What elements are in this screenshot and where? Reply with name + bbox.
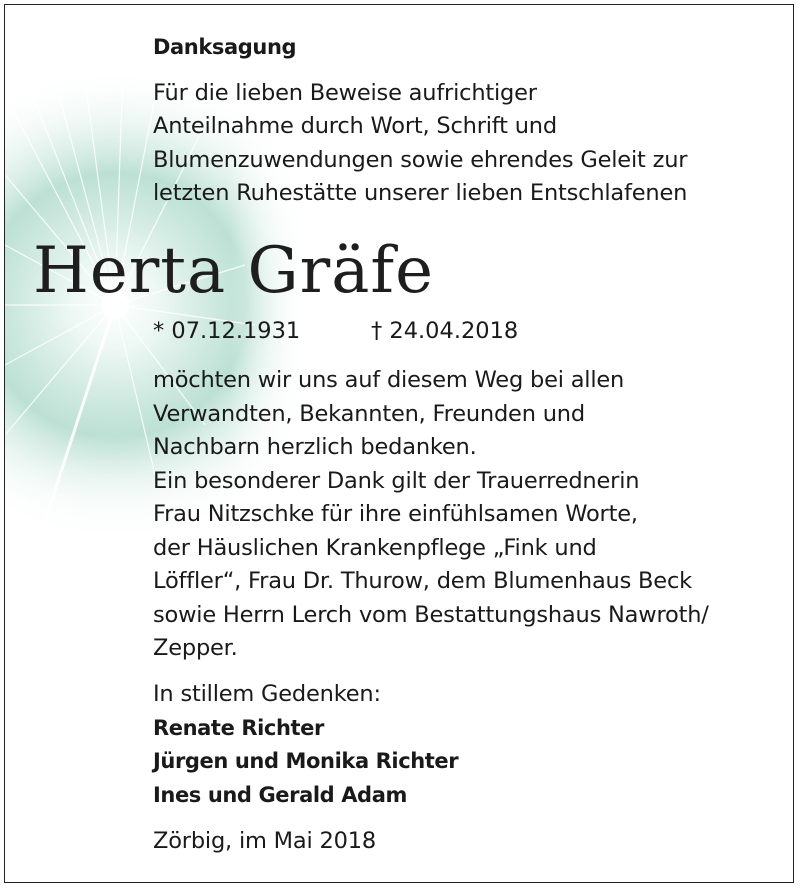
intro-line: Blumenzuwendungen sowie ehrendes Geleit zur: [153, 147, 688, 173]
intro-line: Für die lieben Beweise aufrichtiger: [153, 80, 537, 106]
mourner-name: Jürgen und Monika Richter: [153, 749, 459, 773]
body-line: Zepper.: [153, 635, 238, 661]
place-date: Zörbig, im Mai 2018: [153, 828, 376, 854]
closing-label: In stillem Gedenken:: [153, 681, 381, 707]
birth-date: * 07.12.1931: [153, 318, 301, 344]
mourner-name: Renate Richter: [153, 716, 324, 740]
death-date: † 24.04.2018: [371, 318, 519, 344]
body-line: der Häuslichen Krankenpflege „Fink und: [153, 535, 597, 561]
deceased-name: Herta Gräfe: [33, 234, 434, 308]
obituary-notice: [4, 4, 794, 883]
body-line: Verwandten, Bekannten, Freunden und: [153, 401, 585, 427]
body-line: Frau Nitzschke für ihre einfühlsamen Worte,: [153, 501, 638, 527]
heading: Danksagung: [153, 35, 297, 59]
body-line: sowie Herrn Lerch vom Bestattungshaus Nawroth/: [153, 602, 709, 628]
body-line: Löffler“, Frau Dr. Thurow, dem Blumenhaus Beck: [153, 568, 692, 594]
intro-line: Anteilnahme durch Wort, Schrift und: [153, 113, 557, 139]
body-line: Ein besonderer Dank gilt der Trauerrednerin: [153, 468, 640, 494]
intro-line: letzten Ruhestätte unserer lieben Entschlafenen: [153, 180, 688, 206]
body-line: Nachbarn herzlich bedanken.: [153, 434, 477, 460]
mourner-name: Ines und Gerald Adam: [153, 783, 407, 807]
body-line: möchten wir uns auf diesem Weg bei allen: [153, 367, 625, 393]
